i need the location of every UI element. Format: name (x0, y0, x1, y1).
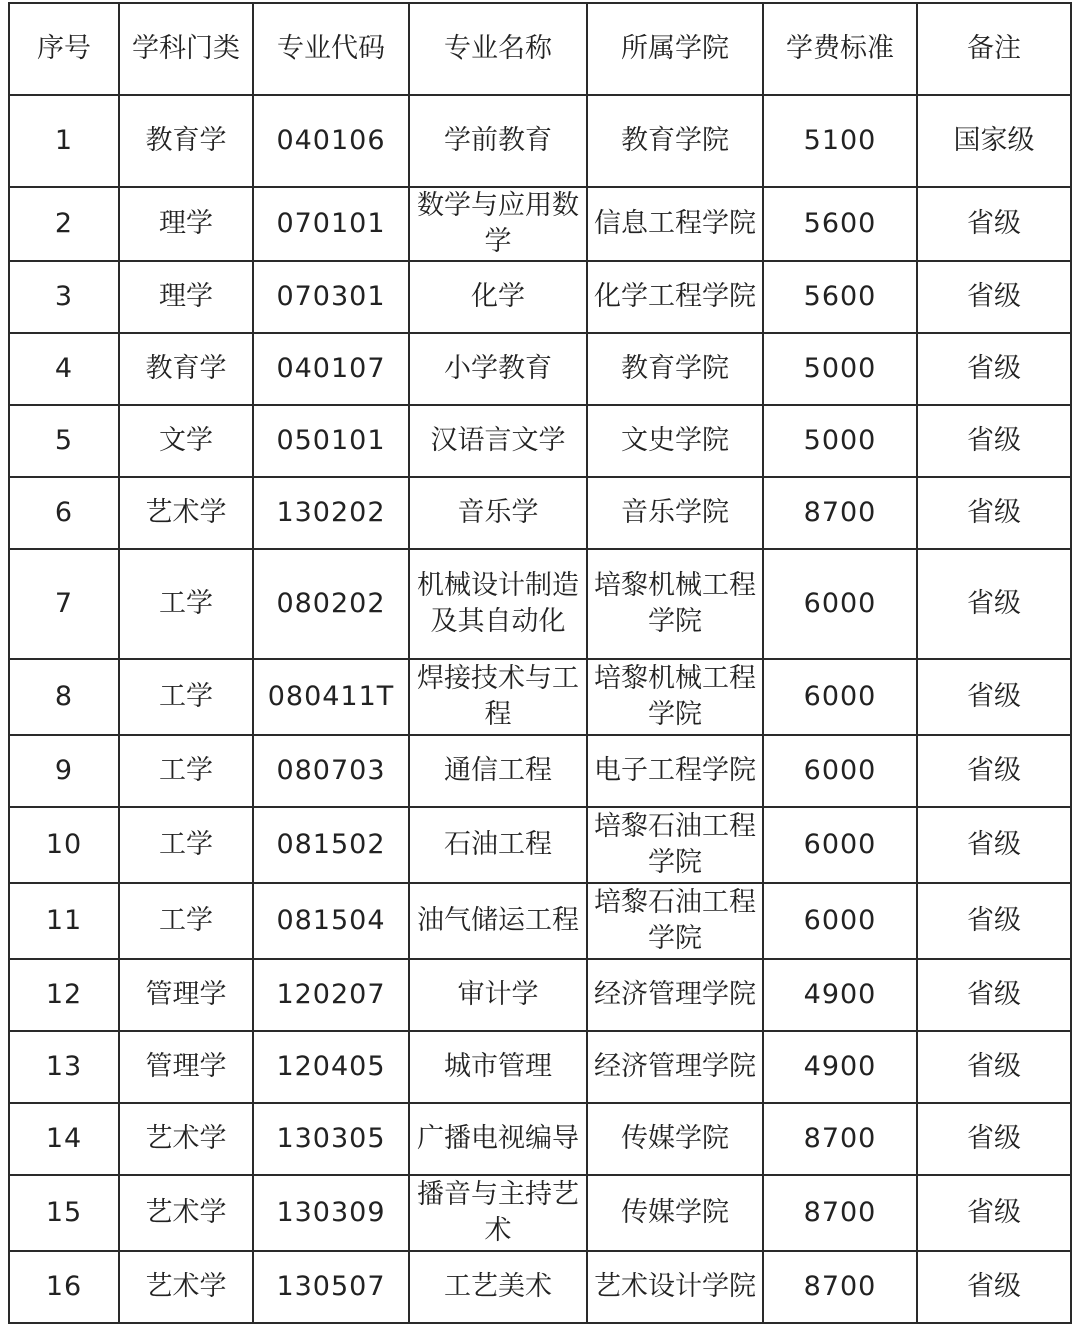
cell-remarks: 省级 (917, 659, 1071, 735)
cell-major-code: 120207 (253, 959, 409, 1031)
cell-index: 1 (9, 95, 119, 187)
cell-major-name: 石油工程 (409, 807, 587, 883)
cell-tuition: 8700 (763, 1175, 917, 1251)
cell-tuition: 6000 (763, 735, 917, 807)
table-row (9, 883, 1071, 959)
cell-major-code: 080703 (253, 735, 409, 807)
cell-discipline: 理学 (119, 187, 253, 261)
cell-discipline: 教育学 (119, 333, 253, 405)
cell-college: 文史学院 (587, 405, 763, 477)
cell-major-code: 080202 (253, 549, 409, 659)
cell-tuition: 8700 (763, 1103, 917, 1175)
header-major-name: 专业名称 (409, 3, 587, 95)
header-index: 序号 (9, 3, 119, 95)
cell-discipline: 艺术学 (119, 477, 253, 549)
table-row (9, 1251, 1071, 1323)
cell-discipline: 艺术学 (119, 1175, 253, 1251)
table-row (9, 735, 1071, 807)
table-row (9, 1103, 1071, 1175)
cell-major-code: 070101 (253, 187, 409, 261)
cell-remarks: 省级 (917, 807, 1071, 883)
cell-remarks: 省级 (917, 187, 1071, 261)
cell-major-name: 小学教育 (409, 333, 587, 405)
cell-discipline: 工学 (119, 807, 253, 883)
cell-major-code: 040106 (253, 95, 409, 187)
cell-discipline: 工学 (119, 883, 253, 959)
cell-remarks: 省级 (917, 477, 1071, 549)
table-row (9, 187, 1071, 261)
cell-college: 培黎机械工程学院 (587, 659, 763, 735)
cell-major-code: 050101 (253, 405, 409, 477)
cell-college: 教育学院 (587, 333, 763, 405)
cell-college: 培黎石油工程学院 (587, 807, 763, 883)
cell-major-code: 130507 (253, 1251, 409, 1323)
cell-tuition: 6000 (763, 659, 917, 735)
cell-index: 15 (9, 1175, 119, 1251)
cell-remarks: 省级 (917, 333, 1071, 405)
table-row (9, 333, 1071, 405)
header-college: 所属学院 (587, 3, 763, 95)
cell-remarks: 省级 (917, 549, 1071, 659)
cell-college: 经济管理学院 (587, 1031, 763, 1103)
cell-remarks: 省级 (917, 735, 1071, 807)
cell-major-name: 化学 (409, 261, 587, 333)
cell-discipline: 理学 (119, 261, 253, 333)
cell-major-code: 081502 (253, 807, 409, 883)
cell-college: 音乐学院 (587, 477, 763, 549)
cell-major-code: 080411T (253, 659, 409, 735)
table-row (9, 405, 1071, 477)
cell-tuition: 6000 (763, 807, 917, 883)
cell-college: 化学工程学院 (587, 261, 763, 333)
cell-index: 8 (9, 659, 119, 735)
cell-tuition: 6000 (763, 883, 917, 959)
cell-college: 教育学院 (587, 95, 763, 187)
cell-college: 经济管理学院 (587, 959, 763, 1031)
cell-major-code: 070301 (253, 261, 409, 333)
cell-remarks: 省级 (917, 1175, 1071, 1251)
cell-major-name: 审计学 (409, 959, 587, 1031)
cell-major-name: 播音与主持艺术 (409, 1175, 587, 1251)
majors-table (8, 2, 1072, 1324)
cell-remarks: 国家级 (917, 95, 1071, 187)
cell-college: 培黎机械工程学院 (587, 549, 763, 659)
majors-table-container (8, 2, 1070, 1324)
cell-remarks: 省级 (917, 261, 1071, 333)
cell-remarks: 省级 (917, 1031, 1071, 1103)
cell-major-name: 城市管理 (409, 1031, 587, 1103)
cell-discipline: 艺术学 (119, 1103, 253, 1175)
cell-tuition: 8700 (763, 1251, 917, 1323)
cell-index: 3 (9, 261, 119, 333)
cell-index: 11 (9, 883, 119, 959)
cell-remarks: 省级 (917, 959, 1071, 1031)
cell-major-name: 广播电视编导 (409, 1103, 587, 1175)
cell-college: 传媒学院 (587, 1103, 763, 1175)
cell-discipline: 艺术学 (119, 1251, 253, 1323)
cell-college: 电子工程学院 (587, 735, 763, 807)
table-row (9, 807, 1071, 883)
cell-index: 12 (9, 959, 119, 1031)
cell-discipline: 管理学 (119, 959, 253, 1031)
cell-discipline: 管理学 (119, 1031, 253, 1103)
cell-major-name: 机械设计制造及其自动化 (409, 549, 587, 659)
cell-major-name: 音乐学 (409, 477, 587, 549)
cell-major-code: 081504 (253, 883, 409, 959)
cell-major-code: 040107 (253, 333, 409, 405)
cell-discipline: 教育学 (119, 95, 253, 187)
cell-index: 2 (9, 187, 119, 261)
cell-major-name: 学前教育 (409, 95, 587, 187)
cell-index: 4 (9, 333, 119, 405)
cell-tuition: 4900 (763, 959, 917, 1031)
cell-tuition: 6000 (763, 549, 917, 659)
cell-major-code: 130305 (253, 1103, 409, 1175)
cell-discipline: 工学 (119, 659, 253, 735)
cell-tuition: 5600 (763, 187, 917, 261)
cell-major-code: 130309 (253, 1175, 409, 1251)
cell-tuition: 5000 (763, 405, 917, 477)
cell-index: 6 (9, 477, 119, 549)
table-row (9, 261, 1071, 333)
cell-major-name: 工艺美术 (409, 1251, 587, 1323)
cell-tuition: 5000 (763, 333, 917, 405)
cell-remarks: 省级 (917, 405, 1071, 477)
cell-major-name: 油气储运工程 (409, 883, 587, 959)
header-remarks: 备注 (917, 3, 1071, 95)
cell-tuition: 8700 (763, 477, 917, 549)
cell-index: 5 (9, 405, 119, 477)
cell-index: 9 (9, 735, 119, 807)
cell-major-name: 焊接技术与工程 (409, 659, 587, 735)
header-major-code: 专业代码 (253, 3, 409, 95)
cell-index: 7 (9, 549, 119, 659)
cell-index: 16 (9, 1251, 119, 1323)
cell-discipline: 文学 (119, 405, 253, 477)
cell-college: 信息工程学院 (587, 187, 763, 261)
cell-index: 10 (9, 807, 119, 883)
cell-major-code: 120405 (253, 1031, 409, 1103)
header-tuition: 学费标准 (763, 3, 917, 95)
cell-major-name: 数学与应用数学 (409, 187, 587, 261)
cell-major-name: 通信工程 (409, 735, 587, 807)
table-row (9, 549, 1071, 659)
cell-college: 培黎石油工程学院 (587, 883, 763, 959)
cell-index: 13 (9, 1031, 119, 1103)
cell-discipline: 工学 (119, 549, 253, 659)
header-discipline: 学科门类 (119, 3, 253, 95)
table-row (9, 477, 1071, 549)
table-row (9, 1175, 1071, 1251)
header-row (9, 3, 1071, 95)
table-body (9, 95, 1071, 1323)
cell-remarks: 省级 (917, 1251, 1071, 1323)
cell-college: 传媒学院 (587, 1175, 763, 1251)
table-row (9, 959, 1071, 1031)
table-row (9, 95, 1071, 187)
cell-major-code: 130202 (253, 477, 409, 549)
cell-college: 艺术设计学院 (587, 1251, 763, 1323)
cell-tuition: 4900 (763, 1031, 917, 1103)
cell-remarks: 省级 (917, 1103, 1071, 1175)
cell-index: 14 (9, 1103, 119, 1175)
cell-tuition: 5100 (763, 95, 917, 187)
table-row (9, 1031, 1071, 1103)
cell-remarks: 省级 (917, 883, 1071, 959)
table-row (9, 659, 1071, 735)
cell-discipline: 工学 (119, 735, 253, 807)
cell-tuition: 5600 (763, 261, 917, 333)
cell-major-name: 汉语言文学 (409, 405, 587, 477)
